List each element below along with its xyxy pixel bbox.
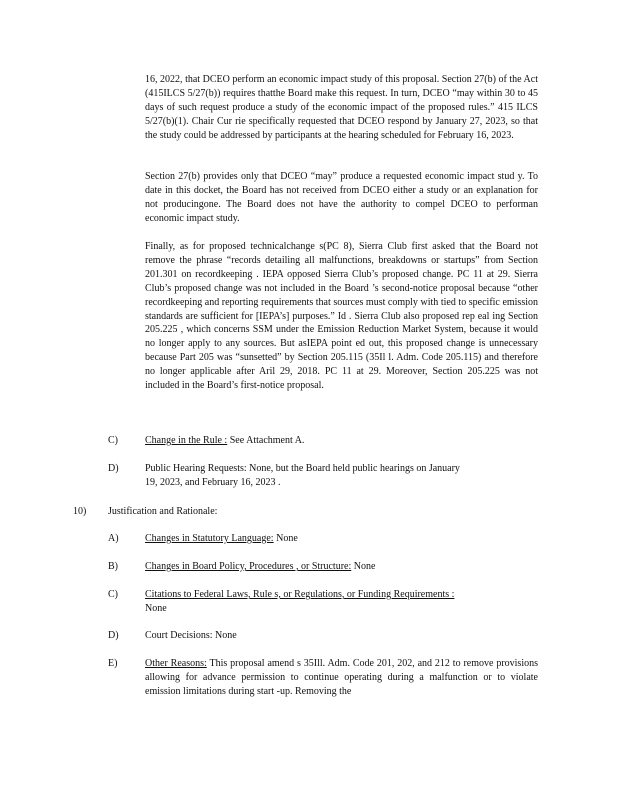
paragraph-dceo-request: 16, 2022, that DCEO perform an economic impact study of this proposal. Section 27(b) of the Act (415ILCS 5/27(b)) requires thatthe Board make this request. In turn, DCEO “may within 30 to 45 days of such request produce a study of the economic impact of the proposed rules.” 415 ILCS 5/27(b)(1). Chair Cur rie specifically requested that DCEO respond by January 27, 2023, so that the study could be addressed by participants at the hearing scheduled for February 16, 2023. (145, 74, 538, 141)
item-text: Change in the Rule : See Attachment A. (145, 435, 305, 446)
item-text: Public Hearing Requests: None, but the Board held public hearings on January 19, 2023, and February 16, 2023 . (145, 463, 460, 488)
paragraph-dceo-may-produce: Section 27(b) provides only that DCEO “may” produce a requested economic impact stud y. To date in this docket, the Board has not received from DCEO either a study or an explanation for not producingone. The Board does not have the authority to compel DCEO to performan economic impact study. (145, 171, 538, 224)
item-letter: A) (108, 533, 119, 544)
paragraph-technical-changes: Finally, as for proposed technicalchange s(PC 8), Sierra Club first asked that the Board not remove the phrase “records detailing all malfunctions, breakdowns or startups” from Section 201.301 on recordkeeping . IEPA opposed Sierra Club’s proposed change. PC 11 at 29. Sierra Club’s proposed change was not included in the Board ’s second-notice proposal because “other recordkeeping and reporting requirements that sources must comply with tied to specific emission standards are sufficient for [IEPA’s] purposes.” Id . Sierra Club also proposed rep eal ing Section 205.225 , which concerns SSM under the Emission Reduction Market System, because it would no longer apply to any sources. But asIEPA point ed out, this proposed change is unnecessary because Part 205 was “sunsetted” by Section 205.115 (35Il l. Adm. Code 205.115) and therefore no longer applicable after Aril 29, 2018. PC 11 at 29. Moreover, Section 205.225 was not included in the Board’s first-notice proposal. (145, 241, 538, 392)
item-text: Citations to Federal Laws, Rule s, or Regulations, or Funding Requirements : None (145, 589, 455, 614)
item-text: Changes in Statutory Language: None (145, 533, 298, 544)
item-letter: E) (108, 658, 118, 669)
section-title: Justification and Rationale: (108, 506, 218, 517)
item-letter: B) (108, 561, 118, 572)
item-letter: C) (108, 589, 118, 600)
item-letter: D) (108, 463, 119, 474)
item-text: Other Reasons: This proposal amend s 35Ill. Adm. Code 201, 202, and 212 to remove provisions allowing for advance permission to continue operating during a malfunction or to violate emission limitations during start -up. Removing the (145, 658, 538, 697)
item-text: Court Decisions: None (145, 630, 237, 641)
item-letter: C) (108, 435, 118, 446)
item-text: Changes in Board Policy, Procedures , or Structure: None (145, 561, 376, 572)
item-letter: D) (108, 630, 119, 641)
section-number: 10) (73, 506, 87, 517)
